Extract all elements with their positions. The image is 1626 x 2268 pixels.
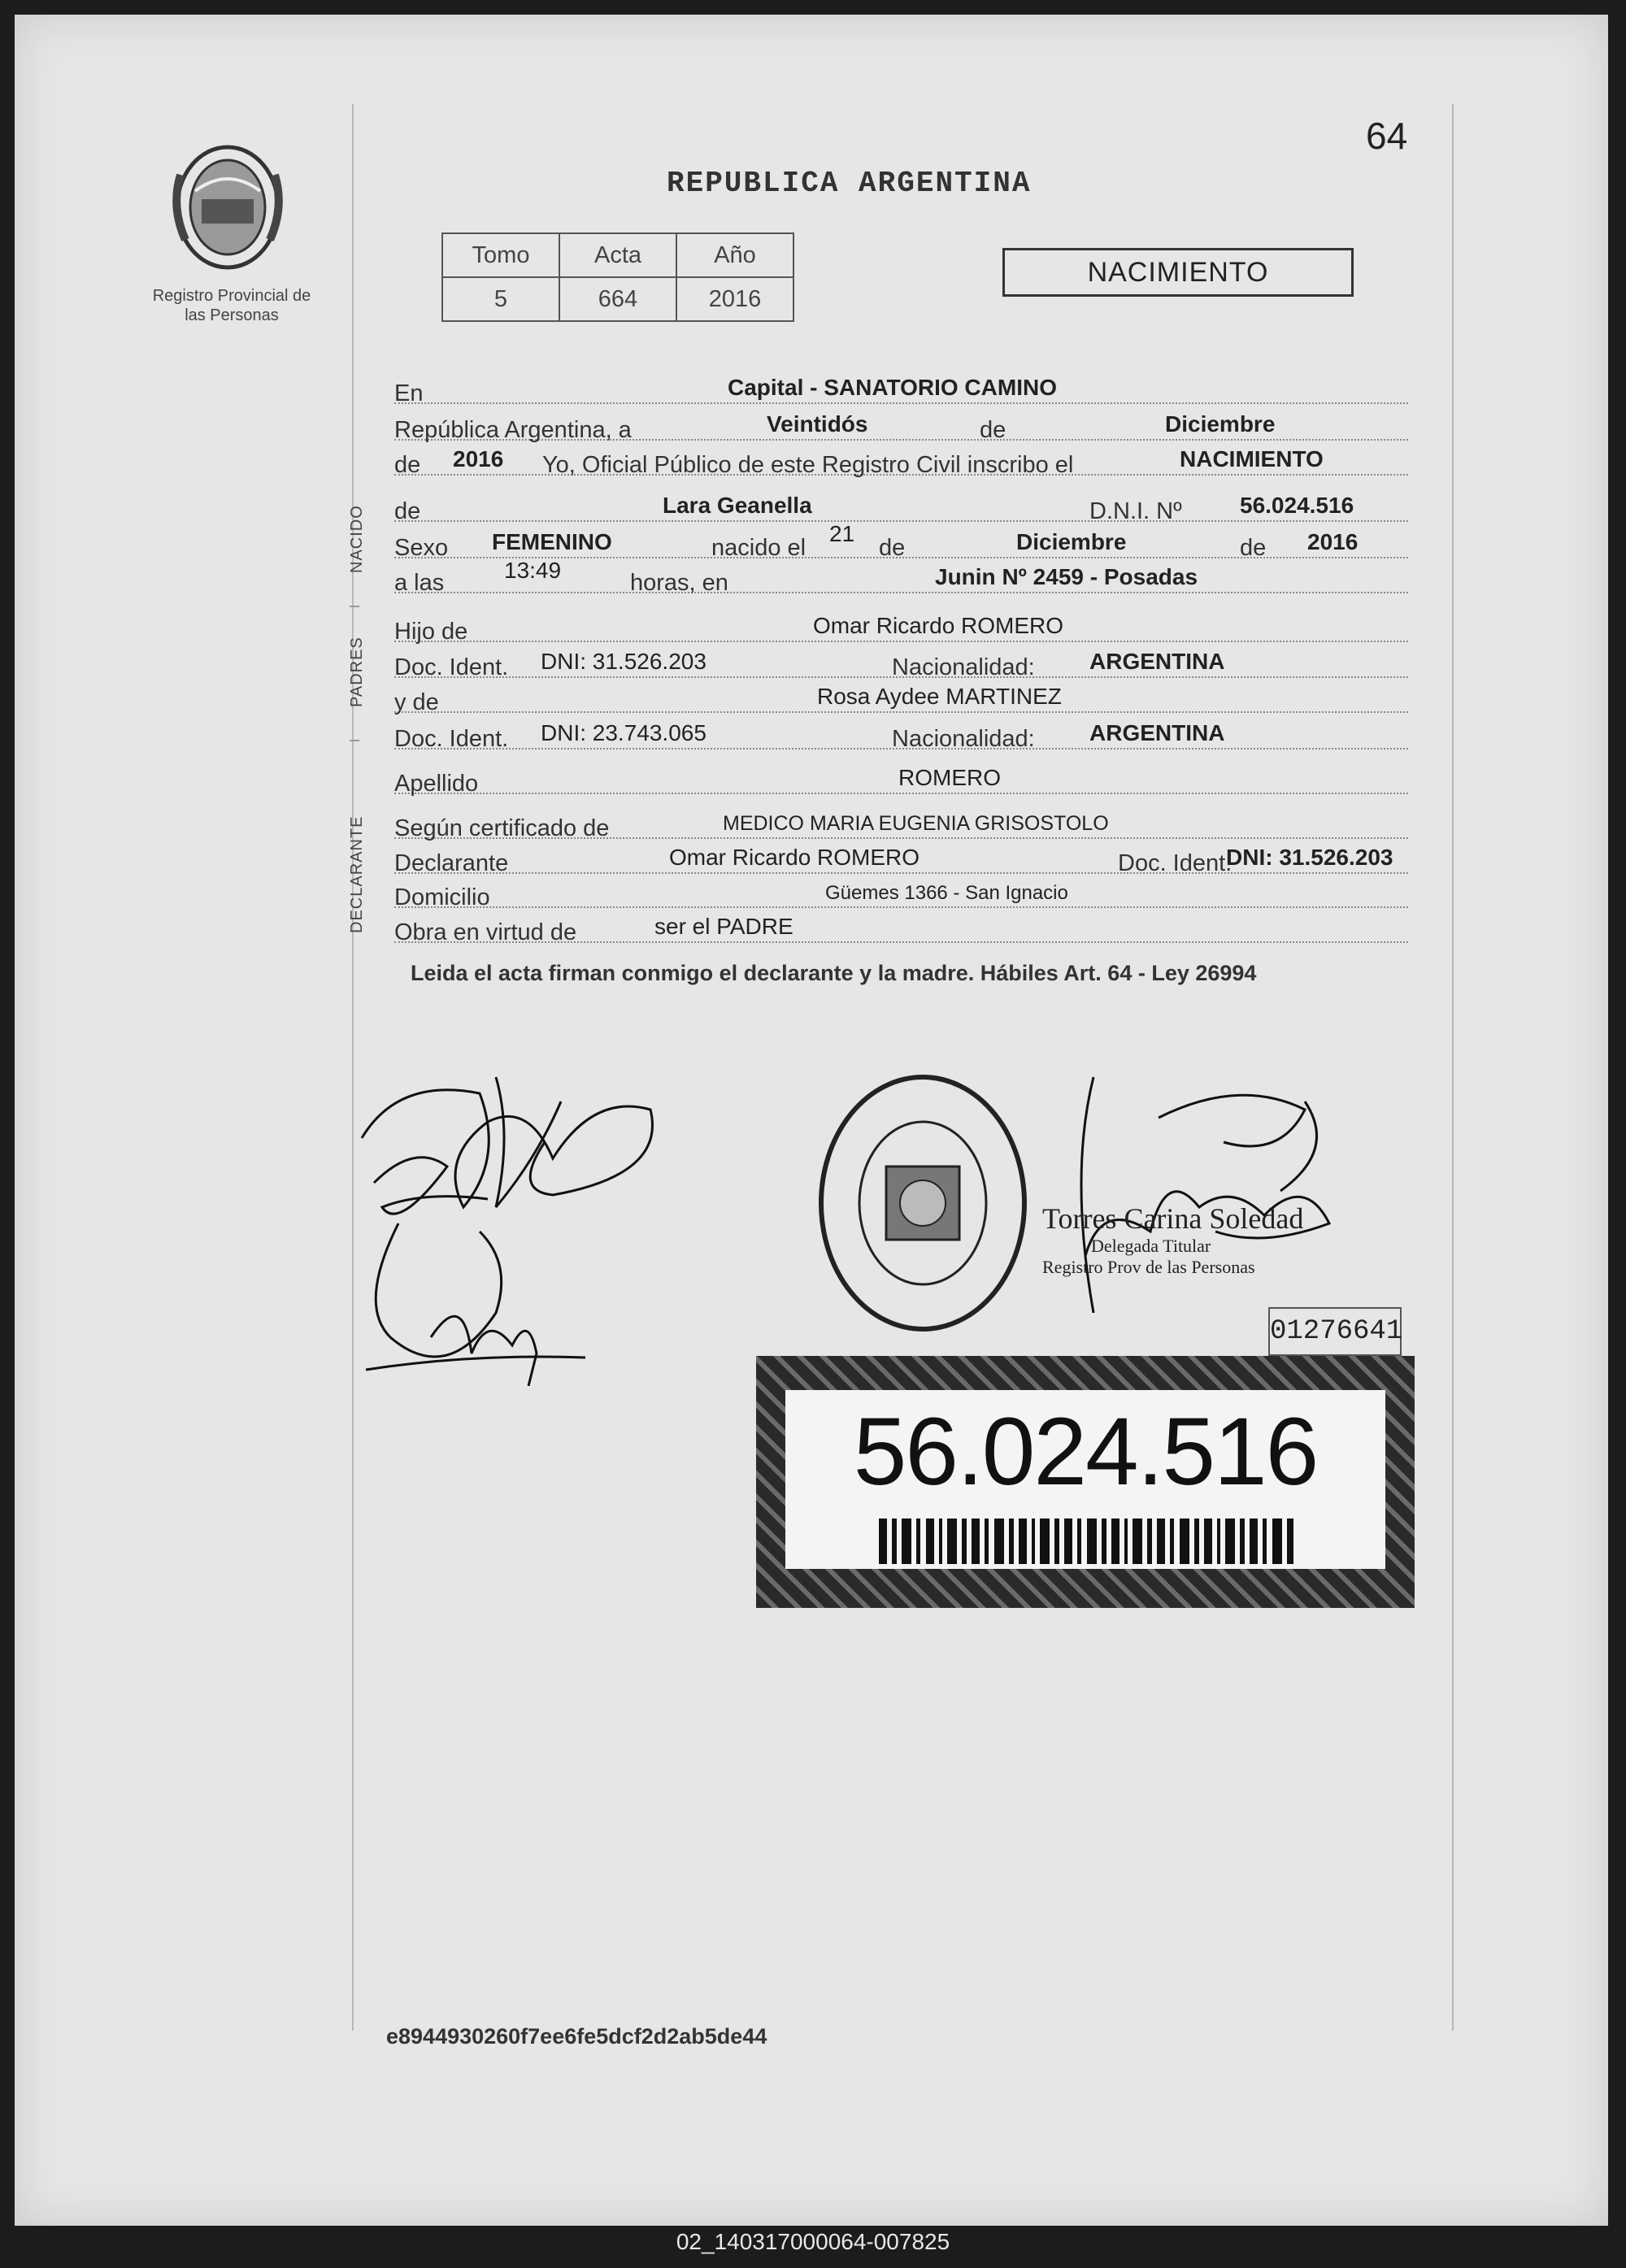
section-separator [350,606,359,607]
section-declarante: DECLARANTE [348,815,366,933]
nacido-label: nacido el [711,535,806,561]
closing-note: Leida el acta firman conmigo el declarante y la madre. Hábiles Art. 64 - Ley 26994 [411,961,1257,985]
acta-value: 664 [559,277,676,321]
sticker-label [785,1390,1385,1569]
en-label: En [394,380,424,406]
row-sexo [394,521,1408,561]
row-hijo [394,608,1408,645]
signatures-left [350,1045,691,1386]
month-value: Diciembre [1165,411,1276,437]
nacionalidad-label: Nacionalidad: [892,654,1035,680]
doc-label: Doc. Ident. [394,726,509,752]
row-padre-doc [394,644,1408,678]
row-nacido-nombre [394,488,1408,522]
de-label: de [1240,535,1267,561]
year-value: 2016 [453,446,504,471]
birth-time: 13:49 [504,558,562,583]
certificate-value: MEDICO MARIA EUGENIA GRISOSTOLO [723,812,1109,835]
officer-office: Registro Prov de las Personas [1042,1257,1255,1277]
doc-label: Doc. Ident. [1118,850,1233,876]
document-type-box: NACIMIENTO [1002,248,1354,297]
barcode-icon [879,1519,1293,1564]
row-de-year [394,441,1408,476]
serial-number: 01276641 [1268,1307,1402,1356]
child-name: Lara Geanella [663,493,812,518]
sexo-label: Sexo [394,535,449,561]
row-segun [394,805,1408,839]
section-separator [350,740,359,741]
hijo-label: Hijo de [394,619,468,645]
declarant-name: Omar Ricardo ROMERO [669,845,920,870]
father-dni: DNI: 31.526.203 [541,649,706,674]
de-label: de [879,535,906,561]
acta-header: Acta [559,233,676,277]
birth-month: Diciembre [1016,529,1127,554]
page-number: 64 [1366,115,1408,157]
doc-label: Doc. Ident. [394,654,509,680]
domicilio-label: Domicilio [394,884,490,910]
registry-name: Registro Provincial de las Personas [152,287,311,324]
row-madre-doc [394,715,1408,752]
birth-year: 2016 [1307,529,1359,554]
mother-dni: DNI: 23.743.065 [541,720,706,745]
de-label: de [394,452,421,478]
y-de-label: y de [394,689,439,715]
obra-label: Obra en virtud de [394,919,577,945]
section-nacido: NACIDO [348,505,366,573]
officer-role: Delegada Titular [1091,1236,1211,1256]
birth-day: 21 [829,521,855,546]
nacionalidad-label: Nacionalidad: [892,726,1035,752]
tomo-value: 5 [442,277,559,321]
officer-block [1042,1201,1303,1278]
row-obra [394,909,1408,943]
republica-label: República Argentina, a [394,417,632,443]
row-declarante [394,840,1408,874]
segun-label: Según certificado de [394,815,610,841]
apellido-label: Apellido [394,771,479,797]
horas-label: horas, en [630,570,728,596]
document-page [15,15,1608,2226]
anio-header: Año [676,233,793,277]
obra-value: ser el PADRE [654,914,793,939]
row-republica [394,406,1408,441]
surname-value: ROMERO [898,765,1001,790]
yo-text: Yo, Oficial Público de este Registro Civil inscribo el [542,452,1074,478]
father-nationality: ARGENTINA [1089,649,1225,674]
tomo-acta-anio-table [441,232,794,322]
row-hora [394,558,1408,596]
child-dni: 56.024.516 [1240,493,1354,518]
dni-label: D.N.I. Nº [1089,498,1182,524]
birth-place: Junin Nº 2459 - Posadas [935,564,1198,589]
place-value: Capital - SANATORIO CAMINO [728,375,1057,400]
day-value: Veintidós [767,411,868,437]
mother-nationality: ARGENTINA [1089,720,1225,745]
sticker-dni-number: 56.024.516 [853,1398,1318,1505]
address-value: Güemes 1366 - San Ignacio [825,882,1068,904]
father-name: Omar Ricardo ROMERO [813,613,1064,638]
tomo-header: Tomo [442,233,559,277]
sexo-value: FEMENINO [492,529,612,554]
section-padres: PADRES [348,637,366,707]
right-margin-line [1452,104,1454,2031]
registry-stamp-icon [813,1069,1033,1337]
document-hash: e8944930260f7ee6fe5dcf2d2ab5de44 [386,2024,767,2049]
row-domicilio [394,874,1408,908]
de-label: de [394,498,421,524]
inscribo-value: NACIMIENTO [1180,446,1324,471]
declarante-label: Declarante [394,850,509,876]
mother-name: Rosa Aydee MARTINEZ [817,684,1062,709]
row-en [394,370,1408,404]
officer-name: Torres Carina Soledad [1042,1202,1304,1235]
anio-value: 2016 [676,277,793,321]
dni-sticker [756,1356,1415,1608]
row-apellido [394,760,1408,797]
provincial-seal-icon [163,142,293,272]
a-las-label: a las [394,570,445,596]
scan-footer-id: 02_140317000064-007825 [676,2229,950,2254]
declarant-dni: DNI: 31.526.203 [1226,845,1393,870]
document-title: REPUBLICA ARGENTINA [667,167,1032,200]
officer-signature [1037,1053,1346,1329]
de-label: de [980,417,1006,443]
row-madre [394,679,1408,713]
